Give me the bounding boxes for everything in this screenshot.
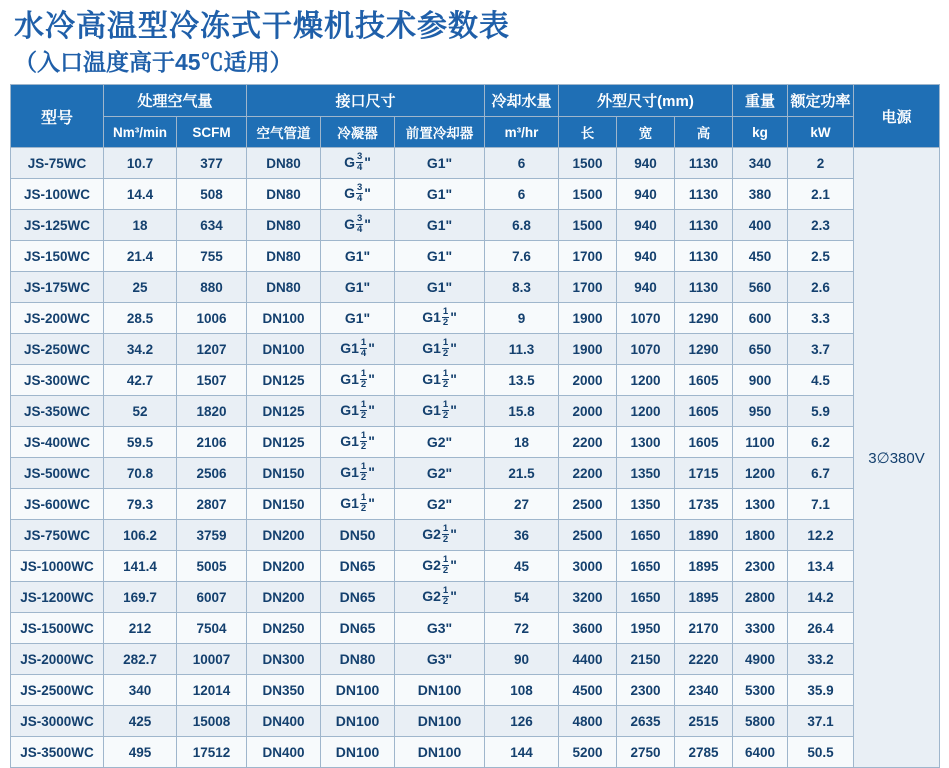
cell-power: 35.9 bbox=[788, 675, 854, 706]
cell-cooling-water: 13.5 bbox=[485, 365, 559, 396]
cell-width: 940 bbox=[617, 272, 675, 303]
cell-condenser: G1 $\frac{1}{4}$ " bbox=[321, 334, 395, 365]
cell-model: JS-200WC bbox=[11, 303, 104, 334]
cell-power: 7.1 bbox=[788, 489, 854, 520]
cell-condenser: G1 $\frac{1}{2}$ " bbox=[321, 365, 395, 396]
cell-cooling-water: 72 bbox=[485, 613, 559, 644]
cell-cooling-water: 15.8 bbox=[485, 396, 559, 427]
cell-model: JS-125WC bbox=[11, 210, 104, 241]
cell-cooling-water: 9 bbox=[485, 303, 559, 334]
table-header bbox=[11, 85, 940, 148]
cell-condenser: G1" bbox=[321, 241, 395, 272]
page-title: 水冷高温型冷冻式干燥机技术参数表 bbox=[14, 10, 510, 43]
cell-precooler: G3" bbox=[395, 613, 485, 644]
cell-length: 1500 bbox=[559, 179, 617, 210]
cell-scfm: 755 bbox=[177, 241, 247, 272]
cell-nm3: 59.5 bbox=[104, 427, 177, 458]
table-row bbox=[11, 551, 940, 582]
cell-power: 37.1 bbox=[788, 706, 854, 737]
header-weight: 重量 bbox=[733, 85, 788, 117]
cell-nm3: 42.7 bbox=[104, 365, 177, 396]
cell-length: 5200 bbox=[559, 737, 617, 768]
table-row bbox=[11, 396, 940, 427]
cell-length: 2000 bbox=[559, 396, 617, 427]
cell-length: 4800 bbox=[559, 706, 617, 737]
cell-precooler: DN100 bbox=[395, 675, 485, 706]
title-block bbox=[0, 0, 949, 77]
cell-weight: 6400 bbox=[733, 737, 788, 768]
cell-width: 1350 bbox=[617, 489, 675, 520]
cell-model: JS-350WC bbox=[11, 396, 104, 427]
header-unit-kw: kW bbox=[788, 117, 854, 148]
cell-nm3: 79.3 bbox=[104, 489, 177, 520]
cell-air-duct: DN400 bbox=[247, 737, 321, 768]
cell-height: 1605 bbox=[675, 427, 733, 458]
cell-air-duct: DN400 bbox=[247, 706, 321, 737]
specification-table bbox=[10, 84, 940, 768]
cell-scfm: 2506 bbox=[177, 458, 247, 489]
cell-cooling-water: 18 bbox=[485, 427, 559, 458]
header-width: 宽 bbox=[617, 117, 675, 148]
cell-length: 4500 bbox=[559, 675, 617, 706]
cell-model: JS-75WC bbox=[11, 148, 104, 179]
cell-width: 940 bbox=[617, 148, 675, 179]
cell-width: 2635 bbox=[617, 706, 675, 737]
cell-power: 2.5 bbox=[788, 241, 854, 272]
cell-air-duct: DN350 bbox=[247, 675, 321, 706]
cell-length: 3000 bbox=[559, 551, 617, 582]
cell-precooler: G2" bbox=[395, 458, 485, 489]
cell-model: JS-175WC bbox=[11, 272, 104, 303]
cell-scfm: 10007 bbox=[177, 644, 247, 675]
cell-nm3: 282.7 bbox=[104, 644, 177, 675]
cell-cooling-water: 8.3 bbox=[485, 272, 559, 303]
cell-width: 1650 bbox=[617, 582, 675, 613]
cell-cooling-water: 45 bbox=[485, 551, 559, 582]
cell-length: 3600 bbox=[559, 613, 617, 644]
cell-weight: 4900 bbox=[733, 644, 788, 675]
cell-height: 2340 bbox=[675, 675, 733, 706]
cell-weight: 2300 bbox=[733, 551, 788, 582]
cell-length: 1500 bbox=[559, 210, 617, 241]
cell-width: 2150 bbox=[617, 644, 675, 675]
cell-height: 1715 bbox=[675, 458, 733, 489]
cell-length: 2200 bbox=[559, 458, 617, 489]
table-row bbox=[11, 458, 940, 489]
header-air-flow: 处理空气量 bbox=[104, 85, 247, 117]
cell-condenser: DN80 bbox=[321, 644, 395, 675]
cell-width: 1300 bbox=[617, 427, 675, 458]
cell-cooling-water: 11.3 bbox=[485, 334, 559, 365]
cell-nm3: 10.7 bbox=[104, 148, 177, 179]
cell-power: 13.4 bbox=[788, 551, 854, 582]
cell-condenser: G $\frac{3}{4}$ " bbox=[321, 210, 395, 241]
cell-weight: 2800 bbox=[733, 582, 788, 613]
cell-width: 1200 bbox=[617, 365, 675, 396]
cell-height: 2785 bbox=[675, 737, 733, 768]
cell-condenser: G1" bbox=[321, 272, 395, 303]
cell-weight: 340 bbox=[733, 148, 788, 179]
header-length: 长 bbox=[559, 117, 617, 148]
cell-power: 14.2 bbox=[788, 582, 854, 613]
cell-precooler: G2" bbox=[395, 427, 485, 458]
cell-condenser: G1" bbox=[321, 303, 395, 334]
cell-power: 33.2 bbox=[788, 644, 854, 675]
table-row bbox=[11, 365, 940, 396]
cell-width: 1650 bbox=[617, 551, 675, 582]
cell-weight: 650 bbox=[733, 334, 788, 365]
cell-model: JS-1500WC bbox=[11, 613, 104, 644]
cell-height: 1130 bbox=[675, 148, 733, 179]
cell-width: 2300 bbox=[617, 675, 675, 706]
cell-power: 12.2 bbox=[788, 520, 854, 551]
cell-condenser: DN100 bbox=[321, 737, 395, 768]
cell-height: 1895 bbox=[675, 551, 733, 582]
cell-weight: 3300 bbox=[733, 613, 788, 644]
cell-height: 1605 bbox=[675, 365, 733, 396]
cell-air-duct: DN250 bbox=[247, 613, 321, 644]
cell-weight: 5800 bbox=[733, 706, 788, 737]
cell-cooling-water: 27 bbox=[485, 489, 559, 520]
cell-height: 2170 bbox=[675, 613, 733, 644]
header-air-duct: 空气管道 bbox=[247, 117, 321, 148]
cell-width: 1950 bbox=[617, 613, 675, 644]
cell-width: 1200 bbox=[617, 396, 675, 427]
table-row bbox=[11, 148, 940, 179]
cell-model: JS-150WC bbox=[11, 241, 104, 272]
cell-model: JS-250WC bbox=[11, 334, 104, 365]
cell-precooler: G2 $\frac{1}{2}$ " bbox=[395, 582, 485, 613]
cell-width: 2750 bbox=[617, 737, 675, 768]
cell-condenser: DN65 bbox=[321, 613, 395, 644]
cell-scfm: 1207 bbox=[177, 334, 247, 365]
cell-air-duct: DN100 bbox=[247, 303, 321, 334]
cell-nm3: 70.8 bbox=[104, 458, 177, 489]
cell-model: JS-600WC bbox=[11, 489, 104, 520]
cell-nm3: 340 bbox=[104, 675, 177, 706]
cell-cooling-water: 126 bbox=[485, 706, 559, 737]
cell-length: 1900 bbox=[559, 303, 617, 334]
cell-scfm: 6007 bbox=[177, 582, 247, 613]
cell-model: JS-3500WC bbox=[11, 737, 104, 768]
cell-power: 26.4 bbox=[788, 613, 854, 644]
table-row bbox=[11, 644, 940, 675]
cell-height: 1290 bbox=[675, 334, 733, 365]
cell-model: JS-400WC bbox=[11, 427, 104, 458]
cell-air-duct: DN200 bbox=[247, 582, 321, 613]
cell-nm3: 212 bbox=[104, 613, 177, 644]
cell-height: 1890 bbox=[675, 520, 733, 551]
cell-precooler: G1" bbox=[395, 210, 485, 241]
cell-weight: 600 bbox=[733, 303, 788, 334]
cell-width: 940 bbox=[617, 179, 675, 210]
table-row bbox=[11, 241, 940, 272]
table-row bbox=[11, 179, 940, 210]
cell-condenser: G1 $\frac{1}{2}$ " bbox=[321, 427, 395, 458]
header-power-supply: 电源 bbox=[854, 85, 940, 148]
cell-precooler: G2 $\frac{1}{2}$ " bbox=[395, 551, 485, 582]
table-row bbox=[11, 737, 940, 768]
header-unit-scfm: SCFM bbox=[177, 117, 247, 148]
cell-height: 1130 bbox=[675, 179, 733, 210]
header-precooler: 前置冷却器 bbox=[395, 117, 485, 148]
cell-scfm: 7504 bbox=[177, 613, 247, 644]
cell-weight: 400 bbox=[733, 210, 788, 241]
cell-condenser: G1 $\frac{1}{2}$ " bbox=[321, 396, 395, 427]
table-row bbox=[11, 706, 940, 737]
cell-condenser: DN100 bbox=[321, 706, 395, 737]
header-condenser: 冷凝器 bbox=[321, 117, 395, 148]
cell-width: 940 bbox=[617, 210, 675, 241]
cell-scfm: 2106 bbox=[177, 427, 247, 458]
cell-air-duct: DN150 bbox=[247, 458, 321, 489]
cell-air-duct: DN80 bbox=[247, 241, 321, 272]
header-unit-kg: kg bbox=[733, 117, 788, 148]
cell-precooler: G1" bbox=[395, 241, 485, 272]
cell-height: 2515 bbox=[675, 706, 733, 737]
cell-height: 1130 bbox=[675, 272, 733, 303]
cell-condenser: G $\frac{3}{4}$ " bbox=[321, 148, 395, 179]
cell-length: 4400 bbox=[559, 644, 617, 675]
cell-scfm: 1820 bbox=[177, 396, 247, 427]
cell-nm3: 106.2 bbox=[104, 520, 177, 551]
cell-air-duct: DN200 bbox=[247, 520, 321, 551]
cell-power-supply: 3∅380V bbox=[854, 148, 940, 768]
table-row bbox=[11, 334, 940, 365]
cell-weight: 1200 bbox=[733, 458, 788, 489]
cell-length: 2500 bbox=[559, 520, 617, 551]
cell-nm3: 21.4 bbox=[104, 241, 177, 272]
cell-scfm: 12014 bbox=[177, 675, 247, 706]
cell-precooler: G3" bbox=[395, 644, 485, 675]
cell-weight: 950 bbox=[733, 396, 788, 427]
cell-height: 1130 bbox=[675, 210, 733, 241]
cell-precooler: G1 $\frac{1}{2}$ " bbox=[395, 334, 485, 365]
cell-height: 1290 bbox=[675, 303, 733, 334]
header-dimensions: 外型尺寸(mm) bbox=[559, 85, 733, 117]
cell-air-duct: DN125 bbox=[247, 365, 321, 396]
cell-condenser: DN65 bbox=[321, 551, 395, 582]
cell-air-duct: DN80 bbox=[247, 148, 321, 179]
cell-air-duct: DN80 bbox=[247, 210, 321, 241]
cell-length: 1900 bbox=[559, 334, 617, 365]
table-body bbox=[11, 148, 940, 768]
cell-model: JS-500WC bbox=[11, 458, 104, 489]
cell-model: JS-3000WC bbox=[11, 706, 104, 737]
cell-width: 1070 bbox=[617, 303, 675, 334]
table-row bbox=[11, 582, 940, 613]
cell-weight: 560 bbox=[733, 272, 788, 303]
cell-height: 1130 bbox=[675, 241, 733, 272]
cell-cooling-water: 7.6 bbox=[485, 241, 559, 272]
cell-precooler: G1 $\frac{1}{2}$ " bbox=[395, 365, 485, 396]
header-cooling-water: 冷却水量 bbox=[485, 85, 559, 117]
cell-model: JS-2000WC bbox=[11, 644, 104, 675]
table-row bbox=[11, 520, 940, 551]
cell-model: JS-1000WC bbox=[11, 551, 104, 582]
cell-weight: 5300 bbox=[733, 675, 788, 706]
cell-weight: 1300 bbox=[733, 489, 788, 520]
cell-power: 2.6 bbox=[788, 272, 854, 303]
table-row bbox=[11, 272, 940, 303]
cell-power: 6.7 bbox=[788, 458, 854, 489]
cell-power: 50.5 bbox=[788, 737, 854, 768]
cell-air-duct: DN200 bbox=[247, 551, 321, 582]
cell-scfm: 2807 bbox=[177, 489, 247, 520]
header-interface: 接口尺寸 bbox=[247, 85, 485, 117]
cell-precooler: G1" bbox=[395, 272, 485, 303]
table-row bbox=[11, 675, 940, 706]
cell-length: 2000 bbox=[559, 365, 617, 396]
cell-precooler: G2 $\frac{1}{2}$ " bbox=[395, 520, 485, 551]
cell-nm3: 425 bbox=[104, 706, 177, 737]
cell-length: 3200 bbox=[559, 582, 617, 613]
cell-scfm: 880 bbox=[177, 272, 247, 303]
cell-weight: 380 bbox=[733, 179, 788, 210]
cell-air-duct: DN300 bbox=[247, 644, 321, 675]
cell-cooling-water: 36 bbox=[485, 520, 559, 551]
cell-width: 940 bbox=[617, 241, 675, 272]
table-header-row-1 bbox=[11, 85, 940, 117]
cell-nm3: 141.4 bbox=[104, 551, 177, 582]
cell-nm3: 14.4 bbox=[104, 179, 177, 210]
cell-nm3: 169.7 bbox=[104, 582, 177, 613]
cell-weight: 450 bbox=[733, 241, 788, 272]
cell-air-duct: DN150 bbox=[247, 489, 321, 520]
cell-scfm: 634 bbox=[177, 210, 247, 241]
header-model: 型号 bbox=[11, 85, 104, 148]
cell-precooler: G1" bbox=[395, 148, 485, 179]
cell-scfm: 1507 bbox=[177, 365, 247, 396]
cell-model: JS-750WC bbox=[11, 520, 104, 551]
cell-length: 1700 bbox=[559, 272, 617, 303]
cell-condenser: G $\frac{3}{4}$ " bbox=[321, 179, 395, 210]
cell-air-duct: DN100 bbox=[247, 334, 321, 365]
cell-length: 1700 bbox=[559, 241, 617, 272]
cell-cooling-water: 6.8 bbox=[485, 210, 559, 241]
cell-condenser: G1 $\frac{1}{2}$ " bbox=[321, 458, 395, 489]
cell-scfm: 508 bbox=[177, 179, 247, 210]
cell-power: 3.3 bbox=[788, 303, 854, 334]
cell-scfm: 17512 bbox=[177, 737, 247, 768]
cell-cooling-water: 108 bbox=[485, 675, 559, 706]
cell-cooling-water: 144 bbox=[485, 737, 559, 768]
cell-scfm: 3759 bbox=[177, 520, 247, 551]
cell-power: 2.3 bbox=[788, 210, 854, 241]
cell-nm3: 18 bbox=[104, 210, 177, 241]
cell-weight: 1100 bbox=[733, 427, 788, 458]
table-row bbox=[11, 489, 940, 520]
cell-scfm: 5005 bbox=[177, 551, 247, 582]
cell-condenser: G1 $\frac{1}{2}$ " bbox=[321, 489, 395, 520]
cell-width: 1650 bbox=[617, 520, 675, 551]
cell-precooler: G1" bbox=[395, 179, 485, 210]
cell-height: 1895 bbox=[675, 582, 733, 613]
cell-cooling-water: 90 bbox=[485, 644, 559, 675]
cell-model: JS-300WC bbox=[11, 365, 104, 396]
cell-power: 6.2 bbox=[788, 427, 854, 458]
page-subtitle: （入口温度高于45℃适用） bbox=[14, 48, 293, 75]
cell-air-duct: DN125 bbox=[247, 427, 321, 458]
cell-model: JS-2500WC bbox=[11, 675, 104, 706]
cell-air-duct: DN80 bbox=[247, 179, 321, 210]
cell-air-duct: DN80 bbox=[247, 272, 321, 303]
table-row bbox=[11, 303, 940, 334]
cell-width: 1350 bbox=[617, 458, 675, 489]
cell-precooler: DN100 bbox=[395, 737, 485, 768]
cell-precooler: G1 $\frac{1}{2}$ " bbox=[395, 396, 485, 427]
cell-power: 2.1 bbox=[788, 179, 854, 210]
header-unit-water: m³/hr bbox=[485, 117, 559, 148]
cell-cooling-water: 6 bbox=[485, 148, 559, 179]
header-power: 额定功率 bbox=[788, 85, 854, 117]
table-row bbox=[11, 613, 940, 644]
cell-nm3: 28.5 bbox=[104, 303, 177, 334]
cell-precooler: G2" bbox=[395, 489, 485, 520]
cell-height: 1605 bbox=[675, 396, 733, 427]
cell-weight: 1800 bbox=[733, 520, 788, 551]
cell-height: 2220 bbox=[675, 644, 733, 675]
cell-scfm: 15008 bbox=[177, 706, 247, 737]
cell-scfm: 377 bbox=[177, 148, 247, 179]
table-row bbox=[11, 427, 940, 458]
cell-cooling-water: 6 bbox=[485, 179, 559, 210]
cell-power: 4.5 bbox=[788, 365, 854, 396]
header-height: 高 bbox=[675, 117, 733, 148]
cell-precooler: G1 $\frac{1}{2}$ " bbox=[395, 303, 485, 334]
cell-nm3: 34.2 bbox=[104, 334, 177, 365]
cell-condenser: DN65 bbox=[321, 582, 395, 613]
cell-length: 2500 bbox=[559, 489, 617, 520]
cell-model: JS-1200WC bbox=[11, 582, 104, 613]
cell-condenser: DN100 bbox=[321, 675, 395, 706]
cell-cooling-water: 21.5 bbox=[485, 458, 559, 489]
cell-power: 5.9 bbox=[788, 396, 854, 427]
header-unit-nm3: Nm³/min bbox=[104, 117, 177, 148]
cell-power: 2 bbox=[788, 148, 854, 179]
cell-model: JS-100WC bbox=[11, 179, 104, 210]
cell-condenser: DN50 bbox=[321, 520, 395, 551]
cell-height: 1735 bbox=[675, 489, 733, 520]
cell-nm3: 52 bbox=[104, 396, 177, 427]
cell-power: 3.7 bbox=[788, 334, 854, 365]
cell-length: 1500 bbox=[559, 148, 617, 179]
cell-precooler: DN100 bbox=[395, 706, 485, 737]
cell-scfm: 1006 bbox=[177, 303, 247, 334]
table-header-row-2 bbox=[11, 117, 940, 148]
cell-nm3: 495 bbox=[104, 737, 177, 768]
cell-nm3: 25 bbox=[104, 272, 177, 303]
cell-length: 2200 bbox=[559, 427, 617, 458]
table-row bbox=[11, 210, 940, 241]
cell-air-duct: DN125 bbox=[247, 396, 321, 427]
cell-cooling-water: 54 bbox=[485, 582, 559, 613]
cell-weight: 900 bbox=[733, 365, 788, 396]
cell-width: 1070 bbox=[617, 334, 675, 365]
